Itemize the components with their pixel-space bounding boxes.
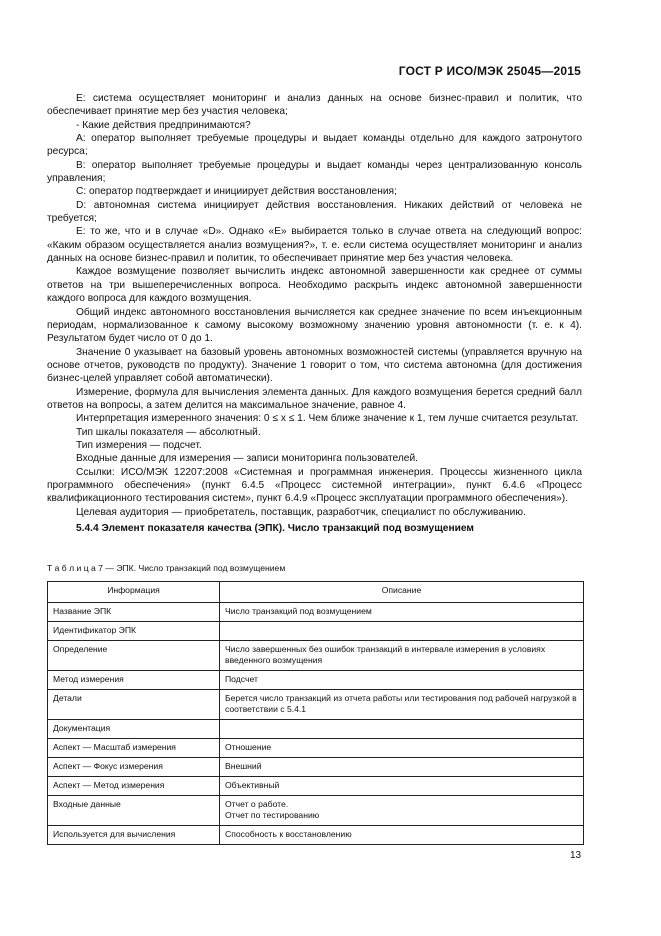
- table-cell: Число завершенных без ошибок транзакций в интервале измерения в условиях введенного возмущения: [220, 641, 584, 671]
- paragraph: Тип измерения — подсчет.: [76, 439, 202, 451]
- paragraph: Тип шкалы показателя — абсолютный.: [76, 426, 261, 438]
- body-text: [47, 92, 582, 535]
- table-header-row: [48, 582, 584, 603]
- table-cell: Отчет о работе. Отчет по тестированию: [220, 796, 584, 826]
- table-cell: [220, 720, 584, 739]
- table-row: [48, 622, 584, 641]
- table-cell: Идентификатор ЭПК: [48, 622, 220, 641]
- page-number: 13: [570, 850, 582, 861]
- table-cell: Число транзакций под возмущением: [220, 603, 584, 622]
- paragraph: E: система осуществляет мониторинг и анализ данных на основе бизнес-правил и политик, что обеспечивает принятие мер без участия человека;: [47, 93, 582, 118]
- paragraph: Входные данные для измерения — записи мониторинга пользователей.: [76, 453, 418, 465]
- table-row: [48, 777, 584, 796]
- table-cell: Документация: [48, 720, 220, 739]
- table-cell: Входные данные: [48, 796, 220, 826]
- table-cell: Детали: [48, 690, 220, 720]
- table-cell: Берется число транзакций из отчета работы или тестирования под рабочей нагрузкой в соответствии с 5.4.1: [220, 690, 584, 720]
- paragraph: Целевая аудитория — приобретатель, поставщик, разработчик, специалист по обслуживанию.: [76, 506, 526, 518]
- table-cell: Объективный: [220, 777, 584, 796]
- table-cell: Внешний: [220, 758, 584, 777]
- table-row: [48, 739, 584, 758]
- table-row: [48, 671, 584, 690]
- column-header: Информация: [48, 582, 220, 603]
- table-cell: Подсчет: [220, 671, 584, 690]
- column-header: Описание: [220, 582, 584, 603]
- table-cell: Аспект — Метод измерения: [48, 777, 220, 796]
- table-cell: [220, 622, 584, 641]
- paragraph: А: оператор выполняет требуемые процедуры и выдает команды отдельно для каждого затронутого ресурса;: [47, 133, 582, 158]
- section-heading: 5.4.4 Элемент показателя качества (ЭПК). Число транзакций под возмущением: [76, 523, 474, 534]
- paragraph: Ссылки: ИСО/МЭК 12207:2008 «Системная и программная инженерия. Процессы жизненного цикла программного обеспечения» (пункт 6.4.5 «Процесс системной интеграции», пункт 6.4.6 «Процесс квалификационного тестирования систем», пункт 6.4.9 «Процесс эксплуатации программного обеспечения»).: [47, 466, 582, 505]
- table-cell: Отношение: [220, 739, 584, 758]
- table-cell: Аспект — Масштаб измерения: [48, 739, 220, 758]
- epk-table: [47, 581, 584, 845]
- paragraph: - Какие действия предпринимаются?: [76, 119, 251, 131]
- document-header: ГОСТ Р ИСО/МЭК 25045—2015: [398, 64, 581, 78]
- paragraph: D: автономная система инициирует действия восстановления. Никаких действий от человека не требуется;: [47, 199, 582, 225]
- paragraph: Интерпретация измеренного значения: 0 ≤ x ≤ 1. Чем ближе значение к 1, тем лучше считается результат.: [76, 413, 579, 425]
- table-row: [48, 690, 584, 720]
- table-cell: Способность к восстановлению: [220, 826, 584, 845]
- table-row: [48, 826, 584, 845]
- table-caption: Т а б л и ц а 7 — ЭПК. Число транзакций под возмущением: [47, 563, 286, 573]
- table-row: [48, 796, 584, 826]
- paragraph: Общий индекс автономного восстановления вычисляется как среднее значение по всем инъекционным периодам, нормализованное к самому высокому возможному значению уровня автономности (т. е. к 4). Результатом будет число от 0 до 1.: [47, 306, 582, 345]
- paragraph: В: оператор выполняет требуемые процедуры и выдает команды через централизованную консоль управления;: [47, 159, 582, 185]
- table-cell: Используется для вычисления: [48, 826, 220, 845]
- table-row: [48, 603, 584, 622]
- paragraph: Измерение, формула для вычисления элемента данных. Для каждого возмущения берется средний балл ответов на вопросы, а затем делится на максимальное значение, равное 4.: [47, 386, 582, 411]
- paragraph: Каждое возмущение позволяет вычислить индекс автономной завершенности как среднее от суммы ответов на три вышеперечисленных вопроса. Необходимо раскрыть индекс автономной завершенности каждого вопроса для каждого возмущения.: [47, 266, 582, 305]
- table-cell: Аспект — Фокус измерения: [48, 758, 220, 777]
- paragraph: Е: то же, что и в случае «D». Однако «E» выбирается только в случае ответа на следующий вопрос: «Каким образом осуществляется анализ возмущения?», т. е. если система осуществляет мониторинг и анализ данных на основе бизнес-правил и политик, то обеспечивает принятие мер без участия человека.: [47, 226, 582, 265]
- table-row: [48, 720, 584, 739]
- table-row: [48, 641, 584, 671]
- table-cell: Определение: [48, 641, 220, 671]
- table-cell: Метод измерения: [48, 671, 220, 690]
- paragraph: Значение 0 указывает на базовый уровень автономных возможностей системы (управляется вручную на основе отчетов, руководств по продукту). Значение 1 говорит о том, что система автономна (для достижения бизнес-целей управляет собой автоматически).: [47, 346, 582, 385]
- table-cell: Название ЭПК: [48, 603, 220, 622]
- paragraph: С: оператор подтверждает и инициирует действия восстановления;: [76, 186, 397, 198]
- table-row: [48, 758, 584, 777]
